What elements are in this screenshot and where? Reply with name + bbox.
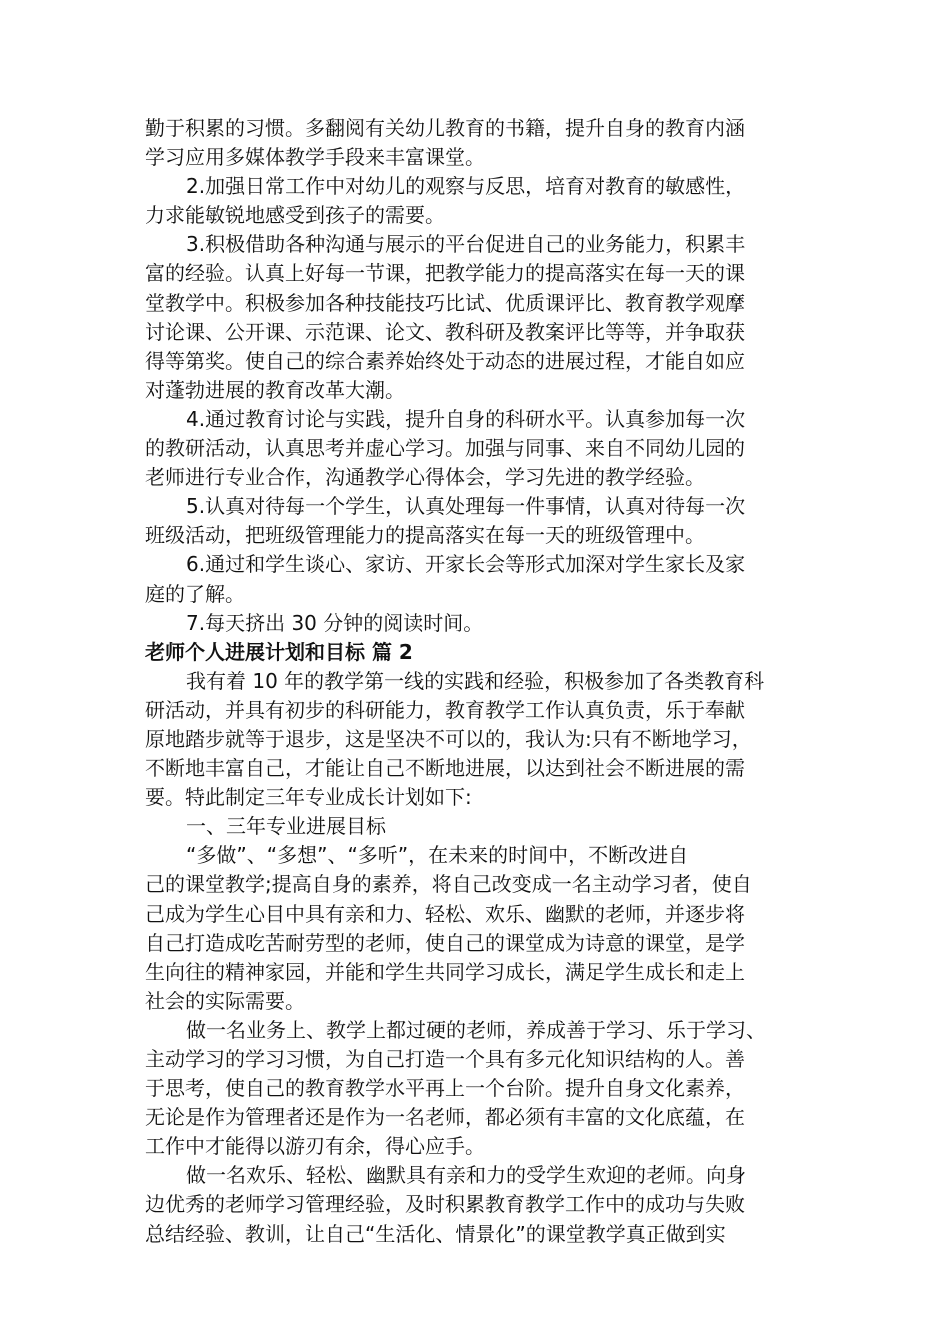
text-line: 学习应用多媒体教学手段来丰富课堂。 bbox=[145, 145, 485, 170]
text-line: 生向往的精神家园，并能和学生共同学习成长，满足学生成长和走上 bbox=[145, 959, 745, 984]
text-line: 力求能敏锐地感受到孩子的需要。 bbox=[145, 203, 445, 228]
text-line: “多做”、“多想”、“多听”，在未来的时间中，不断改进自 bbox=[186, 843, 689, 868]
text-line: 6.通过和学生谈心、家访、开家长会等形式加深对学生家长及家 bbox=[186, 552, 746, 577]
text-line: 做一名欢乐、轻松、幽默具有亲和力的受学生欢迎的老师。向身 bbox=[186, 1163, 746, 1188]
text-line: 得等第奖。使自己的综合素养始终处于动态的进展过程，才能自如应 bbox=[145, 348, 745, 373]
text-line: 7.每天挤出 30 分钟的阅读时间。 bbox=[186, 610, 484, 635]
text-line: 老师进行专业合作，沟通教学心得体会，学习先进的教学经验。 bbox=[145, 465, 705, 490]
text-line: 庭的了解。 bbox=[145, 581, 245, 606]
document-body bbox=[145, 114, 815, 1249]
text-line: 一、三年专业进展目标 bbox=[186, 814, 386, 839]
text-line: 班级活动，把班级管理能力的提高落实在每一天的班级管理中。 bbox=[145, 523, 705, 548]
text-line: 我有着 10 年的教学第一线的实践和经验，积极参加了各类教育科 bbox=[186, 668, 765, 693]
text-line: 总结经验、教训，让自己“生活化、情景化”的课堂教学真正做到实 bbox=[145, 1221, 726, 1246]
text-line: 3.积极借助各种沟通与展示的平台促进自己的业务能力，积累丰 bbox=[186, 232, 746, 257]
text-line: 5.认真对待每一个学生，认真处理每一件事情，认真对待每一次 bbox=[186, 494, 746, 519]
text-line: 要。特此制定三年专业成长计划如下: bbox=[145, 785, 472, 810]
text-line: 原地踏步就等于退步，这是坚决不可以的，我认为:只有不断地学习， bbox=[145, 726, 752, 751]
text-line: 自己打造成吃苦耐劳型的老师，使自己的课堂成为诗意的课堂，是学 bbox=[145, 930, 745, 955]
text-line: 不断地丰富自己，才能让自己不断地进展，以达到社会不断进展的需 bbox=[145, 756, 745, 781]
text-line: 己的课堂教学;提高自身的素养，将自己改变成一名主动学习者，使自 bbox=[145, 872, 752, 897]
text-line: 于思考，使自己的教育教学水平再上一个台阶。提升自身文化素养， bbox=[145, 1076, 745, 1101]
text-line: 4.通过教育讨论与实践，提升自身的科研水平。认真参加每一次 bbox=[186, 406, 746, 431]
text-line: 无论是作为管理者还是作为一名老师，都必须有丰富的文化底蕴，在 bbox=[145, 1105, 745, 1130]
text-line: 边优秀的老师学习管理经验，及时积累教育教学工作中的成功与失败 bbox=[145, 1192, 745, 1217]
text-line: 勤于积累的习惯。多翻阅有关幼儿教育的书籍，提升自身的教育内涵 bbox=[145, 116, 745, 140]
section-heading: 老师个人进展计划和目标 篇 2 bbox=[145, 639, 413, 664]
text-line: 研活动，并具有初步的科研能力，教育教学工作认真负责，乐于奉献 bbox=[145, 697, 745, 722]
text-line: 堂教学中。积极参加各种技能技巧比试、优质课评比、教育教学观摩 bbox=[145, 290, 745, 315]
text-line: 工作中才能得以游刃有余，得心应手。 bbox=[145, 1134, 485, 1159]
text-line: 的教研活动，认真思考并虚心学习。加强与同事、来自不同幼儿园的 bbox=[145, 436, 745, 461]
text-line: 社会的实际需要。 bbox=[145, 988, 305, 1013]
text-line: 富的经验。认真上好每一节课，把教学能力的提高落实在每一天的课 bbox=[145, 261, 745, 286]
text-line: 做一名业务上、教学上都过硬的老师，养成善于学习、乐于学习、 bbox=[186, 1017, 766, 1042]
text-line: 讨论课、公开课、示范课、论文、教科研及教案评比等等，并争取获 bbox=[145, 319, 745, 344]
text-line: 己成为学生心目中具有亲和力、轻松、欢乐、幽默的老师，并逐步将 bbox=[145, 901, 745, 926]
text-line: 主动学习的学习习惯，为自己打造一个具有多元化知识结构的人。善 bbox=[145, 1047, 745, 1071]
text-line: 对蓬勃进展的教育改革大潮。 bbox=[145, 377, 405, 402]
text-line: 2.加强日常工作中对幼儿的观察与反思，培育对教育的敏感性， bbox=[186, 174, 746, 199]
